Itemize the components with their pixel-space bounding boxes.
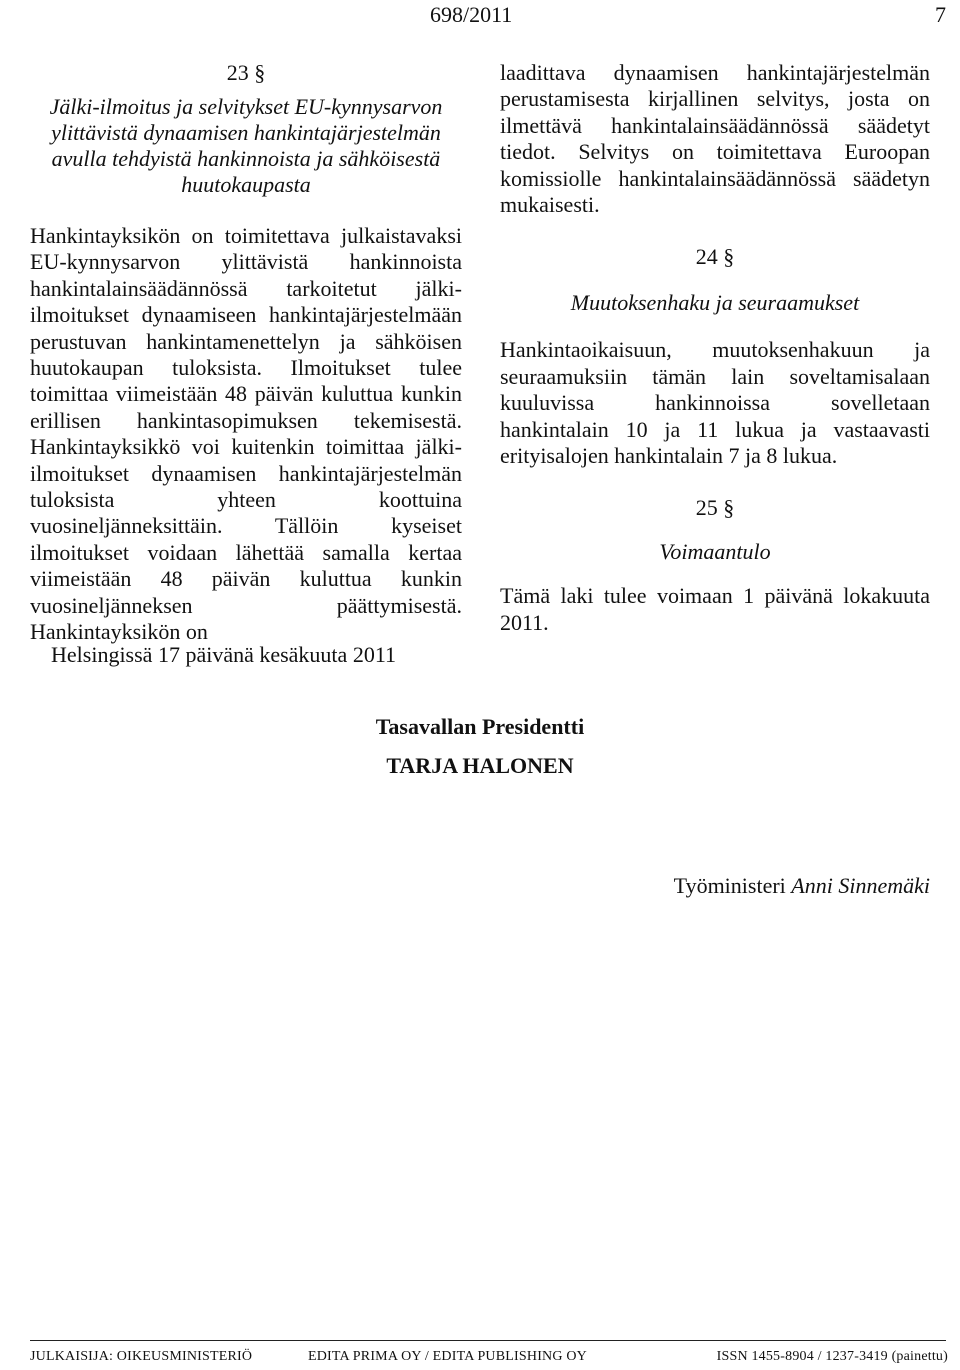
section-25-number: 25 § (695, 495, 735, 521)
right-column (500, 60, 930, 636)
page-number: 7 (935, 2, 946, 27)
section-25-title: Voimaantulo (659, 539, 771, 565)
issue-number: 698/2011 (430, 2, 513, 27)
section-24-number: 24 § (695, 244, 735, 270)
footer-divider (30, 1340, 946, 1341)
footer-issn: ISSN 1455-8904 / 1237-3419 (painettu) (716, 1349, 948, 1364)
section-24-body: Hankintaoikaisuun, muutoksenhakuun ja seuraamuksiin tämän lain soveltamisalaan kuuluvissa hankinnoissa sovelletaan hankintalain 10 ja 11 lukua ja vastaavasti erityisalojen hankintalain 7 ja 8 lukua. (500, 337, 930, 469)
left-column (30, 60, 462, 646)
minister-signature (674, 873, 930, 899)
section-23-title: Jälki-ilmoitus ja selvitykset EU-kynnysarvon ylittävistä dynaamisen hankintajärjestelmän avulla tehdyistä hankinnoista ja sähköisestä huutokaupasta (49, 94, 443, 197)
president-title: Tasavallan Presidentti (375, 714, 585, 739)
president-name: TARJA HALONEN (386, 753, 574, 778)
section-25-body: Tämä laki tulee voimaan 1 päivänä lokakuuta 2011. (500, 583, 930, 635)
section-23-continuation: laadittava dynaamisen hankintajärjestelmän perustamisesta kirjallinen selvitys, josta on ilmettävä hankintalainsäädännössä säädetyt tiedot. Selvitys on toimitettava Euroopan komissiolle hankintalainsäädännössä säädetyn mukaisesti. (500, 60, 930, 218)
footer-publisher: JULKAISIJA: OIKEUSMINISTERIÖ (30, 1349, 253, 1364)
section-23-number: 23 § (226, 60, 266, 85)
section-23-body: Hankintayksikön on toimitettava julkaistavaksi EU-kynnysarvon ylittävistä hankinnoista hankintalainsäädännössä tarkoitetut jälki-ilmoitukset dynaamiseen hankintajärjestelmään perustuvan hankintamenettelyn ja sähköisen huutokaupan tuloksista. Ilmoitukset tulee toimittaa viimeistään 48 päivän kuluttua kunkin erillisen hankintasopimuksen tekemisestä. Hankintayksikkö voi kuitenkin toimittaa jälki-ilmoitukset dynaamisen hankintajärjestelmän tuloksista yhteen koottuina vuosineljänneksittäin. Tällöin kyseiset ilmoitukset voidaan lähettää samalla kertaa viimeistään 48 päivän kuluttua kunkin vuosineljänneksen päättymisestä. Hankintayksikön on (30, 223, 462, 645)
place-and-date: Helsingissä 17 päivänä kesäkuuta 2011 (51, 642, 396, 667)
minister-title: Työministeri (673, 873, 786, 898)
section-24-title: Muutoksenhaku ja seuraamukset (570, 290, 860, 316)
minister-name: Anni Sinnemäki (791, 873, 930, 898)
footer-printer: EDITA PRIMA OY / EDITA PUBLISHING OY (308, 1349, 587, 1364)
